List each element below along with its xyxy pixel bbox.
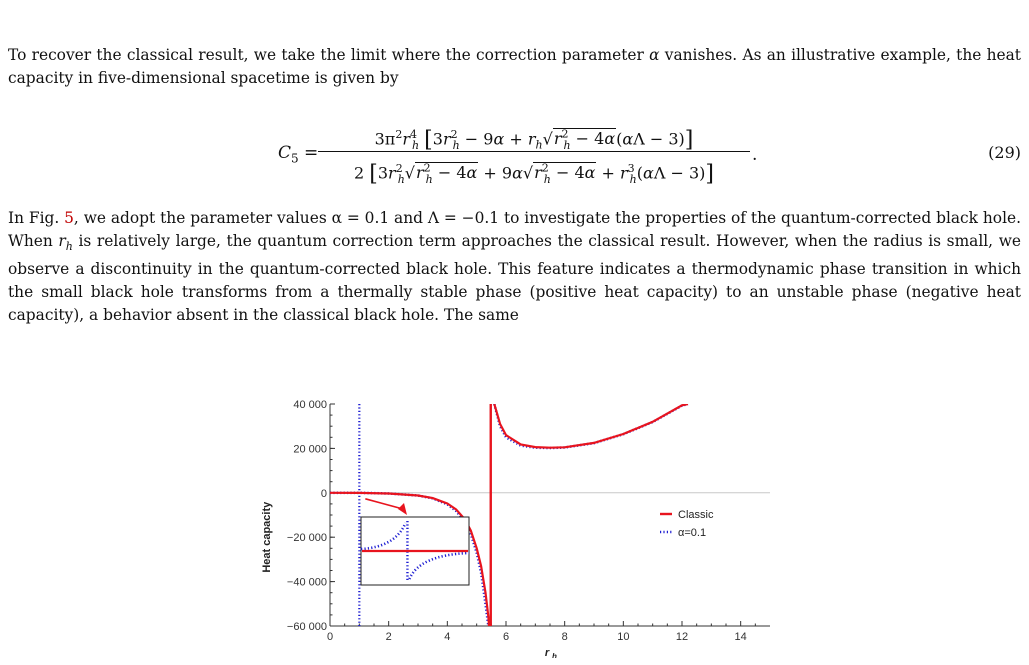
x-axis-label-sub: h <box>552 652 557 658</box>
series-alpha-branch-2 <box>494 404 688 448</box>
y-axis-label: Heat capacity <box>261 501 273 573</box>
x-tick-label: 10 <box>617 631 630 643</box>
x-tick-label: 4 <box>444 631 451 643</box>
equation-lhs: $C_5$ = <box>278 143 319 166</box>
y-tick-label: 20 000 <box>293 443 327 456</box>
x-axis-label: r <box>544 647 550 658</box>
equation-numerator: $3\pi^2r^4_h$ $[3r^2_h - 9\alpha + r_h√r^2_h - 4\alpha(\alpha\Lambda - 3)]$ <box>374 127 694 153</box>
analysis-paragraph: In Fig. 5, we adopt the parameter values α = 0.1 and Λ = −0.1 to investigate the properties of the quantum-corrected black hole. When $r_h$ is relatively large, the quantum correction term approaches the classical result. However, when the radius is small, we observe a discontinuity in the quantum-corrected black hole. This feature indicates a thermodynamic phase transition in which the small black hole transforms from a thermally stable phase (positive heat capacity) to an unstable phase (negative heat capacity), a behavior absent in the classical black hole. The same <box>8 209 1021 325</box>
equation-denominator: 2 $[3r^2_h√r^2_h - 4\alpha + 9\alpha√r^2_h - 4\alpha + r^3_h(\alpha\Lambda - 3)]$ <box>354 161 714 187</box>
legend-alpha-label: α=0.1 <box>678 527 707 539</box>
y-tick-label: 40 000 <box>293 399 327 411</box>
series-classic-branch-2 <box>494 404 688 448</box>
x-tick-label: 0 <box>326 631 334 643</box>
equation-fraction <box>318 119 750 186</box>
x-tick-label: 8 <box>561 631 568 643</box>
x-tick-label: 14 <box>734 631 747 643</box>
y-tick-label: 0 <box>320 487 327 500</box>
intro-paragraph: To recover the classical result, we take the limit where the correction parameter α vanishes. As an illustrative example, the heat capacity in five-dimensional spacetime is given by <box>8 46 1021 87</box>
heat-capacity-chart <box>250 396 780 658</box>
inset-arrow-line <box>365 499 403 509</box>
x-tick-label: 12 <box>675 631 689 643</box>
x-tick-label: 2 <box>385 631 392 643</box>
y-tick-label: −20 000 <box>286 532 327 545</box>
legend-classic-label: Classic <box>678 509 714 521</box>
equation-period: . <box>752 145 758 165</box>
y-tick-label: −60 000 <box>286 621 327 633</box>
x-tick-label: 6 <box>502 631 510 643</box>
inset-arrow-head <box>398 503 407 515</box>
y-tick-label: −40 000 <box>286 576 327 589</box>
alpha-symbol: α <box>649 46 660 64</box>
equation-29 <box>0 109 1029 199</box>
figure-link[interactable]: 5 <box>64 209 74 227</box>
equation-number: (29) <box>988 143 1021 162</box>
